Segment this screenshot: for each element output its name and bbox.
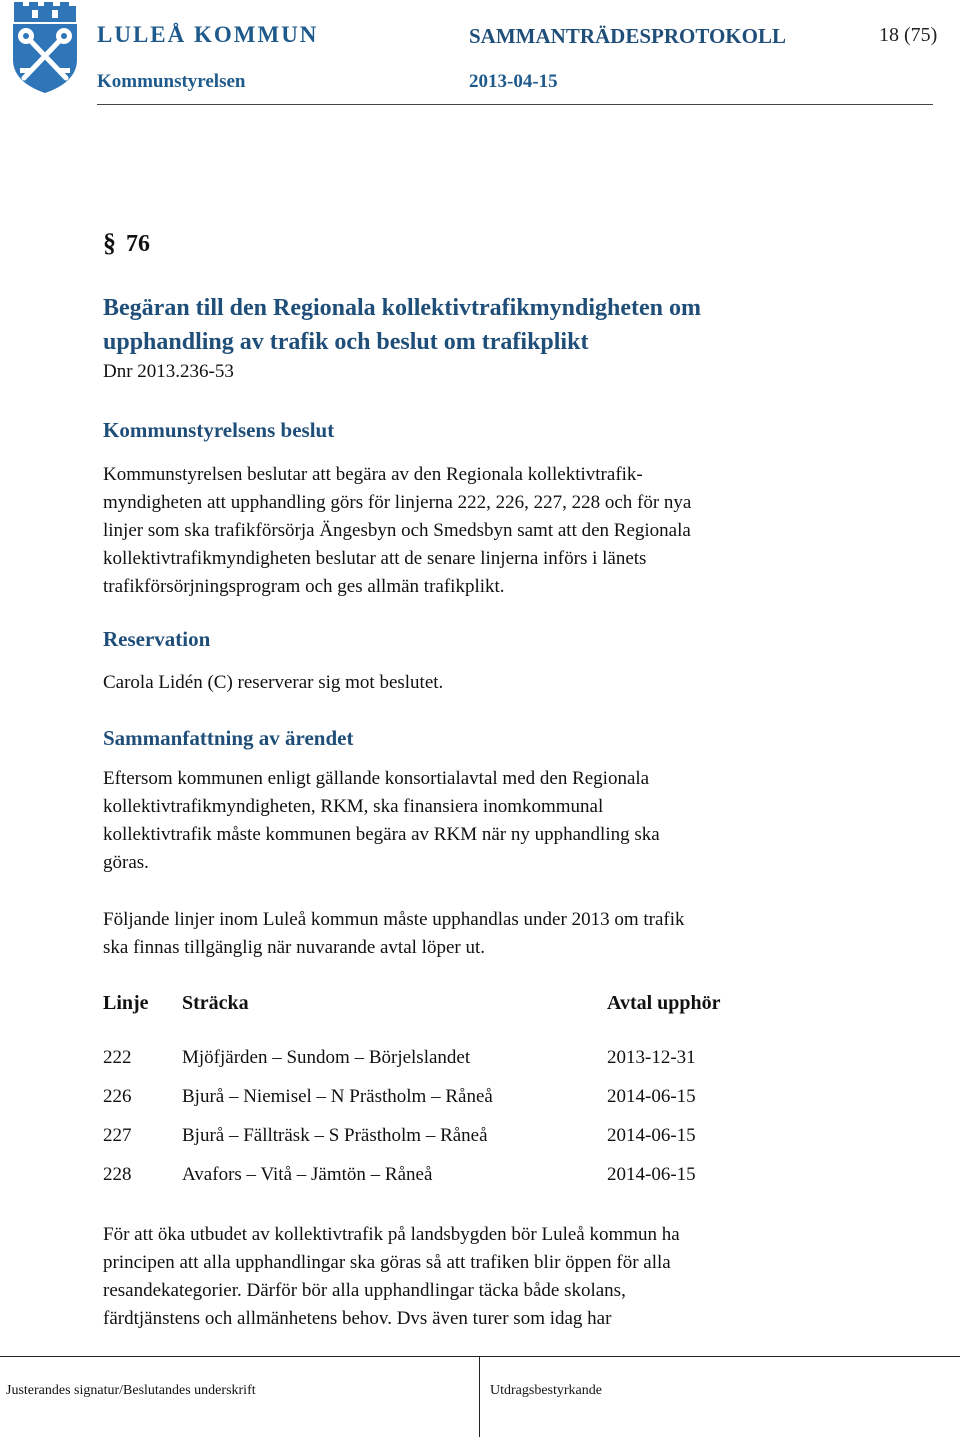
header-divider xyxy=(97,104,933,105)
text-line: ska finnas tillgänglig när nuvarande avtal löper ut. xyxy=(103,937,485,958)
signature-label: Justerandes signatur/Beslutandes underskrift xyxy=(6,1383,256,1398)
line-number: 228 xyxy=(103,1164,132,1185)
meeting-date: 2013-04-15 xyxy=(469,71,558,92)
expiry-date: 2014-06-15 xyxy=(607,1164,696,1185)
table-row xyxy=(0,1125,960,1153)
text-line: myndigheten att upphandling görs för linjerna 222, 226, 227, 228 och för nya xyxy=(103,492,692,513)
text-line: trafikförsörjningsprogram och ges allmän trafikplikt. xyxy=(103,576,505,597)
text-line: resandekategorier. Därför bör alla upphandlingar täcka både skolans, xyxy=(103,1280,626,1301)
municipal-crest-icon xyxy=(10,2,80,94)
text-line: För att öka utbudet av kollektivtrafik på landsbygden bör Luleå kommun ha xyxy=(103,1224,680,1245)
text-line: kollektivtrafikmyndigheten beslutar att de senare linjerna införs i länets xyxy=(103,548,647,569)
title-line: upphandling av trafik och beslut om trafikplikt xyxy=(103,329,589,355)
page-number: 18 (75) xyxy=(879,24,938,46)
text-line: kollektivtrafikmyndigheten, RKM, ska finansiera inomkommunal xyxy=(103,796,604,817)
text-line: göras. xyxy=(103,852,149,873)
table-row xyxy=(0,1047,960,1075)
paragraph-sign: § xyxy=(103,228,116,257)
text-line: Carola Lidén (C) reserverar sig mot beslutet. xyxy=(103,672,444,693)
organization-name: LULEÅ KOMMUN xyxy=(97,22,319,47)
text-line: Följande linjer inom Luleå kommun måste upphandlas under 2013 om trafik xyxy=(103,909,685,930)
registration-number: Dnr 2013.236-53 xyxy=(103,361,234,382)
decision-text xyxy=(103,461,833,601)
route: Bjurå – Niemisel – N Prästholm – Råneå xyxy=(182,1086,493,1107)
table-row xyxy=(0,1164,960,1192)
reservation-text xyxy=(103,669,833,697)
table-header-line: Linje xyxy=(103,992,149,1014)
expiry-date: 2014-06-15 xyxy=(607,1125,696,1146)
department-name: Kommunstyrelsen xyxy=(97,71,246,92)
title-line: Begäran till den Regionala kollektivtrafikmyndigheten om xyxy=(103,295,702,321)
text-line: Eftersom kommunen enligt gällande konsortialavtal med den Regionala xyxy=(103,768,650,789)
section-number-value: 76 xyxy=(126,231,150,257)
text-line: principen att alla upphandlingar ska göras så att trafiken blir öppen för alla xyxy=(103,1252,671,1273)
route: Mjöfjärden – Sundom – Börjelslandet xyxy=(182,1047,471,1068)
expiry-date: 2013-12-31 xyxy=(607,1047,696,1068)
text-line: linjer som ska trafikförsörja Ängesbyn och Smedsbyn samt att den Regionala xyxy=(103,520,691,541)
text-line: Kommunstyrelsen beslutar att begära av den Regionala kollektivtrafik- xyxy=(103,464,643,485)
table-header-route: Sträcka xyxy=(182,992,249,1014)
document-type: SAMMANTRÄDESPROTOKOLL xyxy=(469,24,786,48)
route: Bjurå – Fällträsk – S Prästholm – Råneå xyxy=(182,1125,488,1146)
summary-heading: Sammanfattning av ärendet xyxy=(103,726,354,750)
decision-heading: Kommunstyrelsens beslut xyxy=(103,418,335,442)
route: Avafors – Vitå – Jämtön – Råneå xyxy=(182,1164,433,1185)
summary-paragraph-2 xyxy=(103,906,833,962)
extract-label: Utdragsbestyrkande xyxy=(490,1383,602,1398)
reservation-heading: Reservation xyxy=(103,627,211,651)
document-title xyxy=(103,291,843,359)
expiry-date: 2014-06-15 xyxy=(607,1086,696,1107)
line-number: 226 xyxy=(103,1086,132,1107)
table-header-expiry: Avtal upphör xyxy=(607,992,721,1014)
closing-paragraph xyxy=(103,1221,833,1333)
text-line: färdtjänstens och allmänhetens behov. Dvs även turer som idag har xyxy=(103,1308,612,1329)
text-line: kollektivtrafik måste kommunen begära av RKM när ny upphandling ska xyxy=(103,824,660,845)
summary-paragraph-1 xyxy=(103,765,833,877)
line-number: 227 xyxy=(103,1125,132,1146)
line-number: 222 xyxy=(103,1047,132,1068)
table-row xyxy=(0,1086,960,1114)
section-number xyxy=(103,228,150,258)
